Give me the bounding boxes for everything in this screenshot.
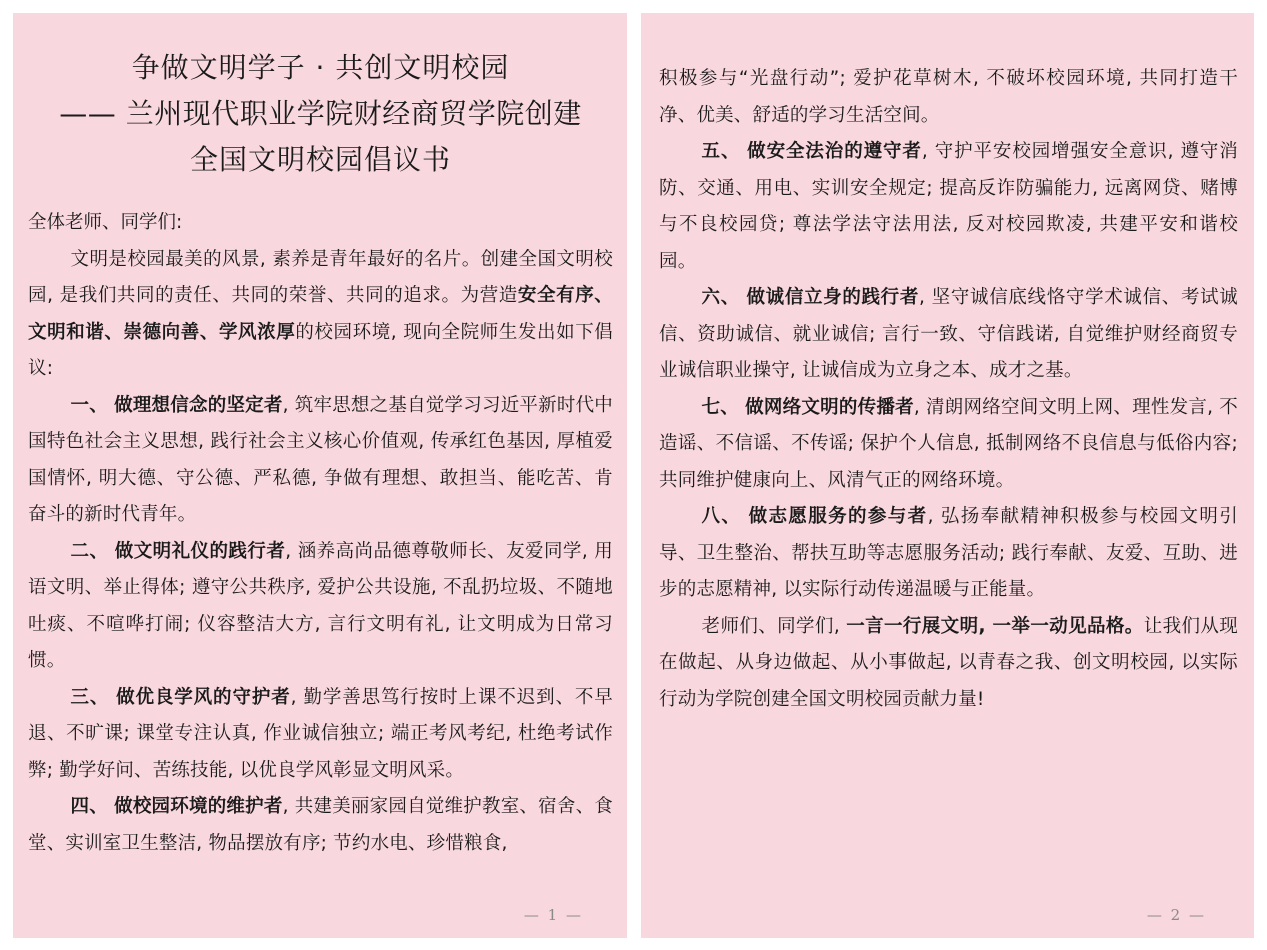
closing-text-1: 老师们、同学们, (701, 615, 847, 637)
initiative-item-8 (659, 499, 1238, 609)
item-heading: 做志愿服务的参与者 (748, 506, 928, 527)
item-text: , 清朗网络空间文明上网、理性发言, 不造谣、不信谣、不传谣; 保护个人信息, 抵制网络不良信息与低俗内容; 共同维护健康向上、风清气正的网络环境。 (659, 396, 1238, 491)
page-number-1: — 1 — (523, 906, 583, 924)
intro-text-1: 文明是校园最美的风景, 素养是青年最好的名片。创建全国文明校园, 是我们共同的责任、共同的荣誉、共同的追求。为营造 (28, 248, 613, 306)
item-number: 八、 (701, 506, 742, 527)
title-line-2: —— 兰州现代职业学院财经商贸学院创建 (59, 97, 582, 130)
salutation: 全体老师、同学们: (28, 212, 183, 233)
item-text: , 勤学善思笃行按时上课不迟到、不早退、不旷课; 课堂专注认真, 作业诚信独立; 端正考风考纪, 杜绝考试作弊; 勤学好问、苦练技能, 以优良学风彰显文明风采。 (28, 686, 613, 781)
item-heading: 做理想信念的坚定者 (114, 394, 283, 416)
item-heading: 做安全法治的遵守者 (747, 141, 922, 162)
item-text: , 共建美丽家园自觉维护教室、宿舍、食堂、实训室卫生整洁, 物品摆放有序; 节约水电、珍惜粮食, (28, 796, 613, 854)
initiative-item-7 (659, 390, 1238, 500)
title-line-1: 争做文明学子 · 共创文明校园 (131, 51, 510, 84)
item-number: 六、 (701, 287, 740, 308)
item-number: 三、 (70, 686, 110, 708)
initiative-item-4-start (28, 789, 613, 862)
item-text: , 涵养高尚品德尊敬师长、友爱同学, 用语文明、举止得体; 遵守公共秩序, 爱护公共设施, 不乱扔垃圾、不随地吐痰、不喧哗打闹; 仪容整洁大方, 言行文明有礼, 让文明成为日常习惯。 (28, 540, 613, 671)
closing-emphasis: 一言一行展文明, 一举一动见品格。 (846, 615, 1144, 637)
initiative-item-4-continued (659, 61, 1238, 134)
item-text: , 坚守诚信底线恪守学术诚信、考试诚信、资助诚信、就业诚信; 言行一致、守信践诺, 自觉维护财经商贸专业诚信职业操守, 让诚信成为立身之本、成才之基。 (659, 287, 1238, 381)
initiative-item-3 (28, 680, 613, 790)
item-heading: 做诚信立身的践行者 (746, 287, 920, 308)
item-number: 五、 (701, 141, 741, 162)
item-number: 四、 (70, 796, 108, 817)
item-text: , 筑牢思想之基自觉学习习近平新时代中国特色社会主义思想, 践行社会主义核心价值观, 传承红色基因, 厚植爱国情怀, 明大德、守公德、严私德, 争做有理想、敢担当、能吃苦、肯奋斗的新时代青年。 (28, 394, 613, 525)
item-heading: 做优良学风的守护者 (116, 686, 291, 708)
item-text-continued: 积极参与“光盘行动”; 爱护花草树木, 不破坏校园环境, 共同打造干净、优美、舒适的学习生活空间。 (659, 68, 1238, 126)
initiative-item-6 (659, 280, 1238, 390)
closing-text-2: 让我们从现在做起、从身边做起、从小事做起, 以青春之我、创文明校园, 以实际行动为学院创建全国文明校园贡献力量! (659, 615, 1238, 710)
item-heading: 做文明礼仪的践行者 (114, 540, 286, 562)
page-1 (13, 13, 627, 938)
title-line-3: 全国文明校园倡议书 (189, 143, 451, 176)
closing-paragraph (659, 609, 1238, 719)
initiative-item-1 (28, 388, 613, 534)
item-number: 一、 (70, 394, 108, 416)
item-number: 七、 (701, 396, 740, 418)
intro-emphasis: 安全有序、文明和谐、崇德向善、学风浓厚 (28, 285, 613, 343)
intro-paragraph (28, 242, 613, 388)
initiative-item-2 (28, 534, 613, 680)
item-heading: 做网络文明的传播者 (745, 396, 914, 418)
page-2 (641, 13, 1254, 938)
intro-text-2: 的校园环境, 现向全院师生发出如下倡议: (28, 321, 613, 379)
page-number-2: — 2 — (1146, 906, 1206, 924)
item-number: 二、 (70, 540, 109, 562)
item-text: , 守护平安校园增强安全意识, 遵守消防、交通、用电、实训安全规定; 提高反诈防骗能力, 远离网贷、赌博与不良校园贷; 尊法学法守法用法, 反对校园欺凌, 共建平安和谐校园。 (659, 141, 1238, 272)
item-heading: 做校园环境的维护者 (114, 796, 283, 817)
initiative-item-5 (659, 134, 1238, 280)
item-text: , 弘扬奉献精神积极参与校园文明引导、卫生整治、帮扶互助等志愿服务活动; 践行奉献、友爱、互助、进步的志愿精神, 以实际行动传递温暖与正能量。 (659, 506, 1238, 600)
document-title (28, 45, 613, 183)
